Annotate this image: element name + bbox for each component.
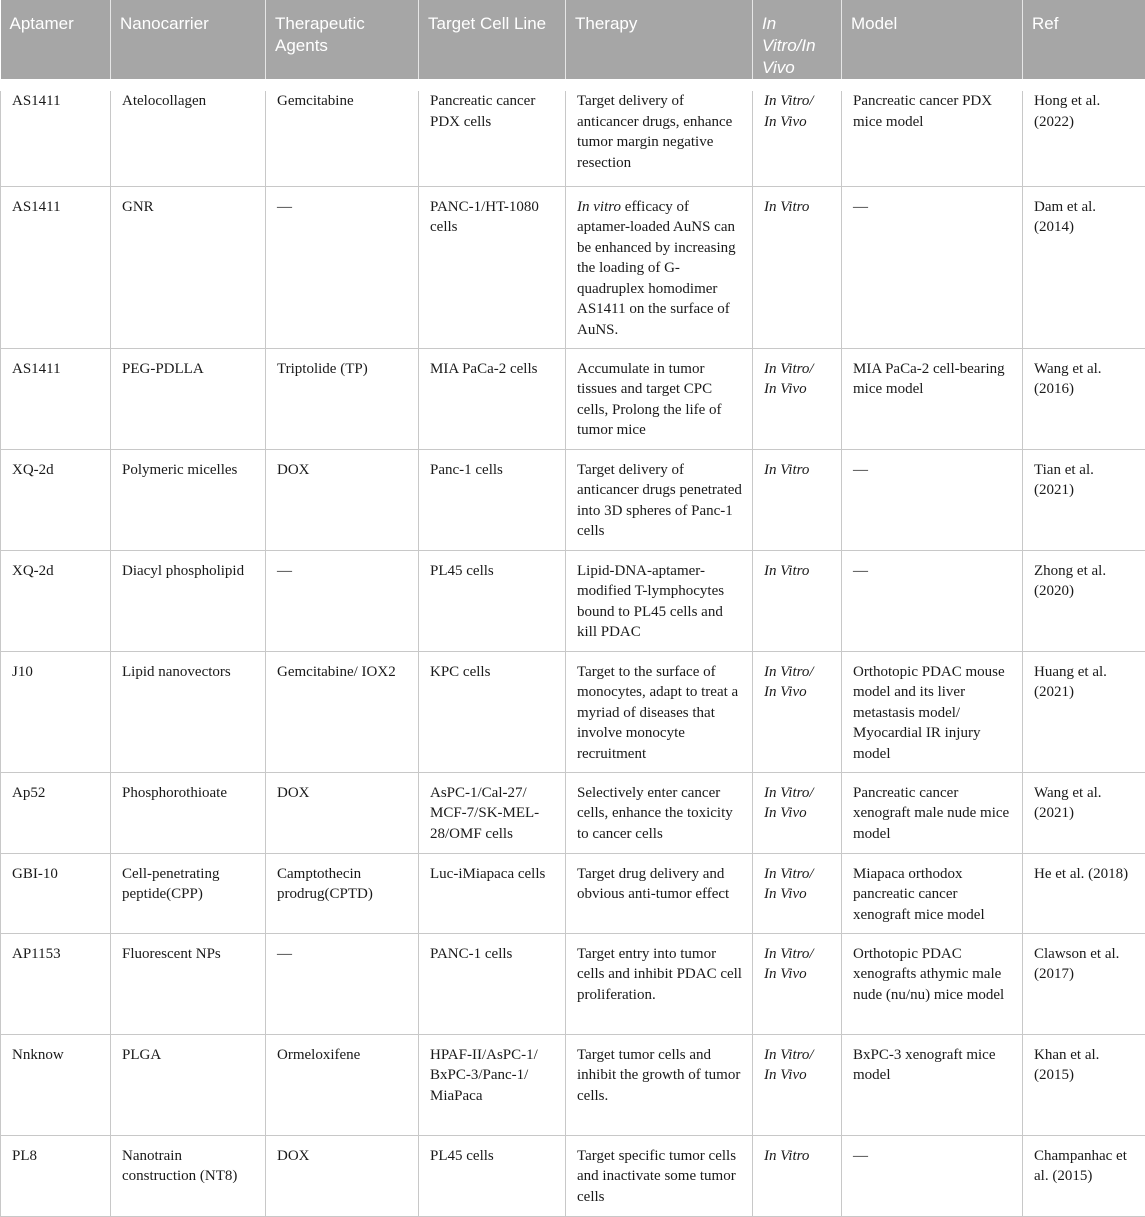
cell-cell-line: PANC-1/HT-1080 cells	[419, 186, 566, 348]
study-type-line: In Vivo	[764, 682, 833, 703]
study-type-line: In Vivo	[764, 379, 833, 400]
cell-nanocarrier: Lipid nanovectors	[111, 651, 266, 772]
therapy-text: Target entry into tumor cells and inhibit PDAC cell proliferation.	[577, 946, 742, 1003]
cell-therapy	[566, 933, 753, 1034]
table-row	[1, 651, 1145, 772]
cell-agents: Triptolide (TP)	[266, 348, 419, 449]
cell-ref: Zhong et al. (2020)	[1023, 550, 1145, 651]
cell-ref: He et al. (2018)	[1023, 853, 1145, 933]
header-therapeutic-agents: Therapeutic Agents	[266, 0, 419, 85]
cell-agents: —	[266, 186, 419, 348]
cell-model: —	[842, 550, 1023, 651]
cell-agents: Ormeloxifene	[266, 1034, 419, 1135]
study-type-line: In Vivo	[764, 964, 833, 985]
cell-agents: —	[266, 550, 419, 651]
cell-cell-line: PANC-1 cells	[419, 933, 566, 1034]
cell-ref: Hong et al. (2022)	[1023, 85, 1145, 186]
study-type-line: In Vitro	[764, 197, 833, 218]
therapy-text: Accumulate in tumor tissues and target CPC cells, Prolong the life of tumor mice	[577, 361, 722, 439]
table-row	[1, 1034, 1145, 1135]
cell-cell-line: PL45 cells	[419, 550, 566, 651]
cell-model: Pancreatic cancer PDX mice model	[842, 85, 1023, 186]
cell-agents: Gemcitabine/ IOX2	[266, 651, 419, 772]
cell-ref: Clawson et al. (2017)	[1023, 933, 1145, 1034]
cell-ref: Tian et al. (2021)	[1023, 449, 1145, 550]
cell-therapy	[566, 449, 753, 550]
cell-nanocarrier: Atelocollagen	[111, 85, 266, 186]
table-row	[1, 550, 1145, 651]
therapy-text: Target delivery of anticancer drugs, enhance tumor margin negative resection	[577, 93, 732, 171]
table-row	[1, 85, 1145, 186]
cell-agents: DOX	[266, 1135, 419, 1216]
cell-aptamer: XQ-2d	[1, 449, 111, 550]
cell-study	[753, 1034, 842, 1135]
cell-study	[753, 772, 842, 853]
study-type-line: In Vivo	[764, 1065, 833, 1086]
cell-model: —	[842, 186, 1023, 348]
cell-nanocarrier: PLGA	[111, 1034, 266, 1135]
cell-study	[753, 550, 842, 651]
table-header-row	[1, 0, 1145, 85]
therapy-italic: In vitro	[577, 199, 621, 215]
cell-therapy	[566, 1034, 753, 1135]
study-type-line: In Vitro	[764, 561, 833, 582]
header-model: Model	[842, 0, 1023, 85]
cell-cell-line: Pancreatic cancer PDX cells	[419, 85, 566, 186]
cell-therapy	[566, 772, 753, 853]
cell-cell-line: AsPC-1/Cal-27/ MCF-7/SK-MEL-28/OMF cells	[419, 772, 566, 853]
therapy-text: Target specific tumor cells and inactivate some tumor cells	[577, 1148, 736, 1205]
cell-nanocarrier: Nanotrain construction (NT8)	[111, 1135, 266, 1216]
cell-model: MIA PaCa-2 cell-bearing mice model	[842, 348, 1023, 449]
cell-study	[753, 651, 842, 772]
cell-ref: Wang et al. (2021)	[1023, 772, 1145, 853]
study-type-line: In Vitro/	[764, 91, 833, 112]
cell-aptamer: J10	[1, 651, 111, 772]
cell-study	[753, 85, 842, 186]
cell-nanocarrier: GNR	[111, 186, 266, 348]
cell-agents: —	[266, 933, 419, 1034]
table-row	[1, 1135, 1145, 1216]
cell-model: Orthotopic PDAC mouse model and its liver metastasis model/ Myocardial IR injury model	[842, 651, 1023, 772]
cell-nanocarrier: Phosphorothioate	[111, 772, 266, 853]
cell-aptamer: PL8	[1, 1135, 111, 1216]
cell-aptamer: AP1153	[1, 933, 111, 1034]
cell-ref: Huang et al. (2021)	[1023, 651, 1145, 772]
therapy-text: Lipid-DNA-aptamer-modified T-lymphocytes bound to PL45 cells and kill PDAC	[577, 563, 724, 641]
table-row	[1, 449, 1145, 550]
cell-nanocarrier: Diacyl phospholipid	[111, 550, 266, 651]
cell-therapy	[566, 1135, 753, 1216]
cell-study	[753, 853, 842, 933]
cell-aptamer: Ap52	[1, 772, 111, 853]
cell-aptamer: XQ-2d	[1, 550, 111, 651]
header-target-cell-line: Target Cell Line	[419, 0, 566, 85]
cell-therapy	[566, 651, 753, 772]
cell-nanocarrier: Polymeric micelles	[111, 449, 266, 550]
header-ref: Ref	[1023, 0, 1145, 85]
cell-cell-line: Panc-1 cells	[419, 449, 566, 550]
cell-model: BxPC-3 xenograft mice model	[842, 1034, 1023, 1135]
study-type-line: In Vitro	[764, 460, 833, 481]
cell-cell-line: Luc-iMiapaca cells	[419, 853, 566, 933]
cell-model: —	[842, 449, 1023, 550]
cell-cell-line: PL45 cells	[419, 1135, 566, 1216]
header-nanocarrier: Nanocarrier	[111, 0, 266, 85]
cell-ref: Champanhac et al. (2015)	[1023, 1135, 1145, 1216]
cell-aptamer: AS1411	[1, 85, 111, 186]
cell-nanocarrier: PEG-PDLLA	[111, 348, 266, 449]
study-type-line: In Vitro	[764, 1146, 833, 1167]
cell-model: Miapaca orthodox pancreatic cancer xenograft mice model	[842, 853, 1023, 933]
header-aptamer: Aptamer	[1, 0, 111, 85]
study-type-line: In Vitro/	[764, 944, 833, 965]
table-row	[1, 348, 1145, 449]
cell-model: Pancreatic cancer xenograft male nude mice model	[842, 772, 1023, 853]
table-row	[1, 186, 1145, 348]
cell-ref: Khan et al. (2015)	[1023, 1034, 1145, 1135]
cell-therapy	[566, 550, 753, 651]
cell-study	[753, 449, 842, 550]
therapy-text: Target tumor cells and inhibit the growth of tumor cells.	[577, 1047, 740, 1104]
cell-study	[753, 933, 842, 1034]
table-row	[1, 853, 1145, 933]
study-type-line: In Vivo	[764, 884, 833, 905]
header-therapy: Therapy	[566, 0, 753, 85]
cell-model: Orthotopic PDAC xenografts athymic male nude (nu/nu) mice model	[842, 933, 1023, 1034]
cell-agents: Camptothecin prodrug(CPTD)	[266, 853, 419, 933]
study-type-line: In Vitro/	[764, 359, 833, 380]
cell-study	[753, 1135, 842, 1216]
cell-cell-line: HPAF-II/AsPC-1/ BxPC-3/Panc-1/ MiaPaca	[419, 1034, 566, 1135]
therapy-text: Target delivery of anticancer drugs penetrated into 3D spheres of Panc-1 cells	[577, 462, 742, 540]
cell-aptamer: AS1411	[1, 348, 111, 449]
therapy-text: Selectively enter cancer cells, enhance the toxicity to cancer cells	[577, 785, 733, 842]
cell-nanocarrier: Fluorescent NPs	[111, 933, 266, 1034]
study-type-line: In Vivo	[764, 803, 833, 824]
cell-therapy	[566, 853, 753, 933]
cell-agents: Gemcitabine	[266, 85, 419, 186]
therapy-text: Target drug delivery and obvious anti-tumor effect	[577, 866, 729, 903]
study-type-line: In Vitro/	[764, 1045, 833, 1066]
cell-agents: DOX	[266, 772, 419, 853]
cell-therapy	[566, 85, 753, 186]
therapy-text: efficacy of aptamer-loaded AuNS can be enhanced by increasing the loading of G-quadruplex homodimer AS1411 on the surface of AuNS.	[577, 199, 736, 339]
cell-agents: DOX	[266, 449, 419, 550]
cell-study	[753, 348, 842, 449]
cell-ref: Wang et al. (2016)	[1023, 348, 1145, 449]
table-row	[1, 933, 1145, 1034]
cell-therapy	[566, 348, 753, 449]
cell-aptamer: GBI-10	[1, 853, 111, 933]
cell-aptamer: AS1411	[1, 186, 111, 348]
cell-cell-line: MIA PaCa-2 cells	[419, 348, 566, 449]
cell-aptamer: Nnknow	[1, 1034, 111, 1135]
cell-nanocarrier: Cell-penetrating peptide(CPP)	[111, 853, 266, 933]
cell-therapy	[566, 186, 753, 348]
cell-model: —	[842, 1135, 1023, 1216]
therapy-text: Target to the surface of monocytes, adapt to treat a myriad of diseases that involve monocyte recruitment	[577, 664, 738, 762]
cell-cell-line: KPC cells	[419, 651, 566, 772]
study-type-line: In Vitro/	[764, 662, 833, 683]
study-type-line: In Vitro/	[764, 783, 833, 804]
study-type-line: In Vivo	[764, 112, 833, 133]
cell-study	[753, 186, 842, 348]
header-in-vitro-in-vivo: In Vitro/In Vivo	[753, 0, 842, 85]
cell-ref: Dam et al. (2014)	[1023, 186, 1145, 348]
table-row	[1, 772, 1145, 853]
study-type-line: In Vitro/	[764, 864, 833, 885]
